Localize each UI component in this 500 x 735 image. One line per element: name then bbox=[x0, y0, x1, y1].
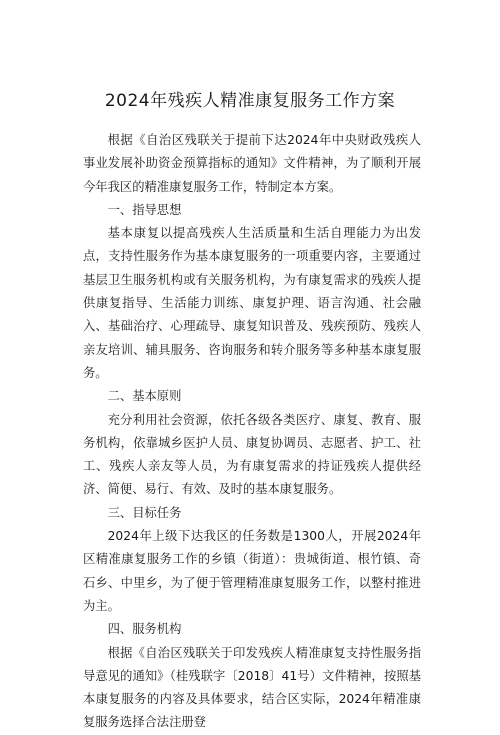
intro-paragraph: 根据《自治区残联关于提前下达2024年中央财政残疾人事业发展补助资金预算指标的通知》文件精神，为了顺利开展今年我区的精准康复服务工作，特制定本方案。 bbox=[83, 133, 421, 194]
document-body bbox=[83, 129, 421, 735]
section-text-service-institutions: 根据《自治区残联关于印发残疾人精准康复支持性服务指导意见的通知》（桂残联字〔2018〕41号）文件精神，按照基本康复服务的内容及具体要求，结合区实际，2024年精准康复服务选择合法注册登 bbox=[83, 645, 421, 730]
section-heading-guiding-ideology: 一、指导思想 bbox=[107, 202, 182, 217]
section-heading-basic-principles: 二、基本原则 bbox=[107, 389, 182, 404]
document-title: 2024年残疾人精准康复服务工作方案 bbox=[104, 91, 396, 111]
section-text-target-tasks: 2024年上级下达我区的任务数是1300人，开展2024年区精准康复服务工作的乡镇（街道）：贵城街道、根竹镇、奇石乡、中里乡，为了便于管理精准康复服务工作，以整村推进为主。 bbox=[83, 529, 421, 613]
section-heading-service-institutions: 四、服务机构 bbox=[107, 622, 182, 637]
section-heading-target-tasks: 三、目标任务 bbox=[107, 505, 182, 520]
section-text-basic-principles: 充分利用社会资源，依托各级各类医疗、康复、教育、服务机构，依靠城乡医护人员、康复协调员、志愿者、护工、社工、残疾人亲友等人员，为有康复需求的持证残疾人提供经济、简便、易行、有效、及时的基本康复服务。 bbox=[83, 412, 421, 497]
section-text-guiding-ideology: 基本康复以提高残疾人生活质量和生活自理能力为出发点，支持性服务作为基本康复服务的一项重要内容，主要通过基层卫生服务机构或有关服务机构，为有康复需求的残疾人提供康复指导、生活能力训练、康复护理、语言沟通、社会融入、基础治疗、心理疏导、康复知识普及、残疾预防、残疾人亲友培训、辅具服务、咨询服务和转介服务等多种基本康复服务。 bbox=[83, 226, 421, 380]
